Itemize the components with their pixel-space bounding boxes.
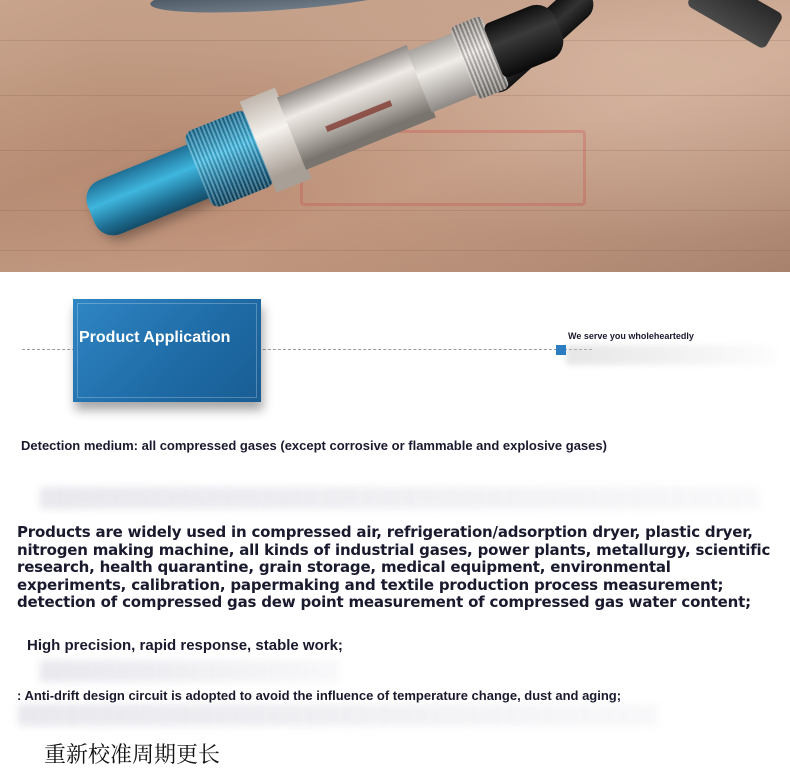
high-precision-text: High precision, rapid response, stable work; <box>27 637 343 654</box>
section-title: Product Application <box>79 329 231 346</box>
anti-drift-text: : Anti-drift design circuit is adopted to avoid the influence of temperature change, dust and aging; <box>17 688 622 703</box>
accent-square-icon <box>556 345 566 355</box>
section-tagline: We serve you wholeheartedly <box>568 331 694 341</box>
section-title-box <box>73 299 261 402</box>
applications-text: Products are widely used in compressed air, refrigeration/adsorption dryer, plastic dryer, nitrogen making machine, all kinds of industrial gases, power plants, metallurgy, scientific research, health quarantine, grain storage, medical equipment, environmental experiments, calibration, papermaking and textile production process measurement; detection of compressed gas dew point measurement of compressed gas water content; <box>17 523 771 611</box>
section-header <box>0 295 790 410</box>
cut-off-heading: 重新校准周期更长 <box>44 742 221 767</box>
power-plug <box>686 0 784 50</box>
product-photo <box>0 0 790 272</box>
detection-medium-text: Detection medium: all compressed gases (except corrosive or flammable and explosive gases) <box>21 438 607 453</box>
